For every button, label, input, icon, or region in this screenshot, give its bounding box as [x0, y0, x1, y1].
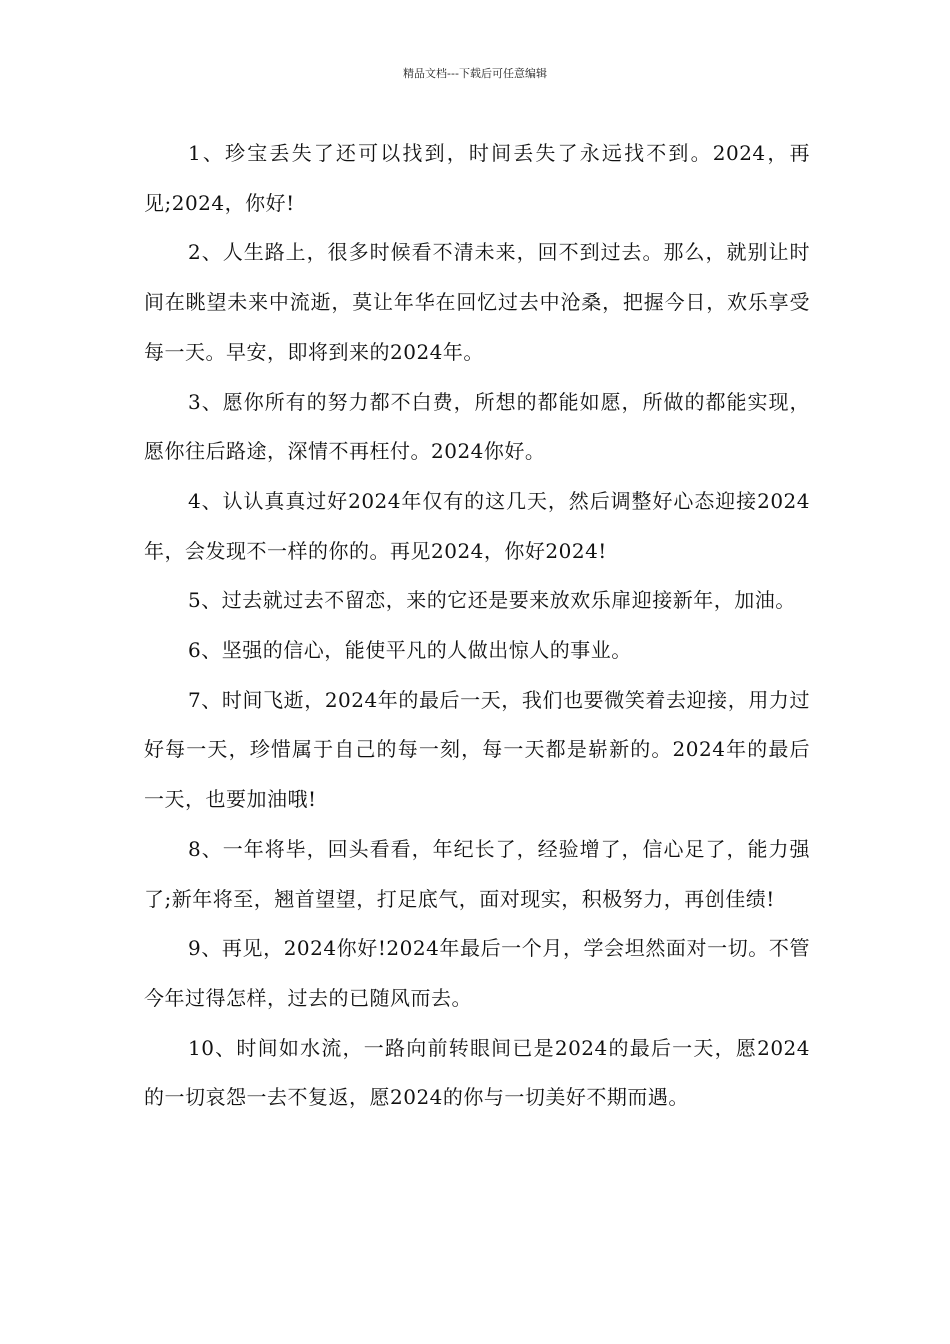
page-header: 精品文档---下载后可任意编辑 — [403, 67, 547, 80]
document-body — [144, 129, 810, 1123]
paragraph-5: 5、过去就过去不留恋，来的它还是要来放欢乐扉迎接新年，加油。 — [188, 588, 796, 613]
paragraph-8: 8、一年将毕，回头看看，年纪长了，经验增了，信心足了，能力强了;新年将至，翘首望望，打足底气，面对现实，积极努力，再创佳绩! — [144, 836, 810, 911]
paragraph-6: 6、坚强的信心，能使平凡的人做出惊人的事业。 — [188, 638, 632, 663]
paragraph-3: 3、愿你所有的努力都不白费，所想的都能如愿，所做的都能实现，愿你往后路途，深情不再枉付。2024你好。 — [144, 389, 810, 464]
paragraph-9: 9、再见，2024你好!2024年最后一个月，学会坦然面对一切。不管今年过得怎样，过去的已随风而去。 — [144, 936, 810, 1010]
paragraph-2: 2、人生路上，很多时候看不清未来，回不到过去。那么，就别让时间在眺望未来中流逝，莫让年华在回忆过去中沧桑，把握今日，欢乐享受每一天。早安，即将到来的2024年。 — [144, 240, 810, 364]
paragraph-1: 1、珍宝丢失了还可以找到，时间丢失了永远找不到。2024，再见;2024，你好! — [144, 141, 810, 215]
paragraph-7: 7、时间飞逝，2024年的最后一天，我们也要微笑着去迎接，用力过好每一天，珍惜属于自己的每一刻，每一天都是崭新的。2024年的最后一天，也要加油哦! — [144, 687, 810, 812]
paragraph-10: 10、时间如水流，一路向前转眼间已是2024的最后一天，愿2024的一切哀怨一去不复返，愿2024的你与一切美好不期而遇。 — [144, 1035, 810, 1110]
paragraph-4: 4、认认真真过好2024年仅有的这几天，然后调整好心态迎接2024年，会发现不一样的你的。再见2024，你好2024! — [144, 488, 810, 563]
